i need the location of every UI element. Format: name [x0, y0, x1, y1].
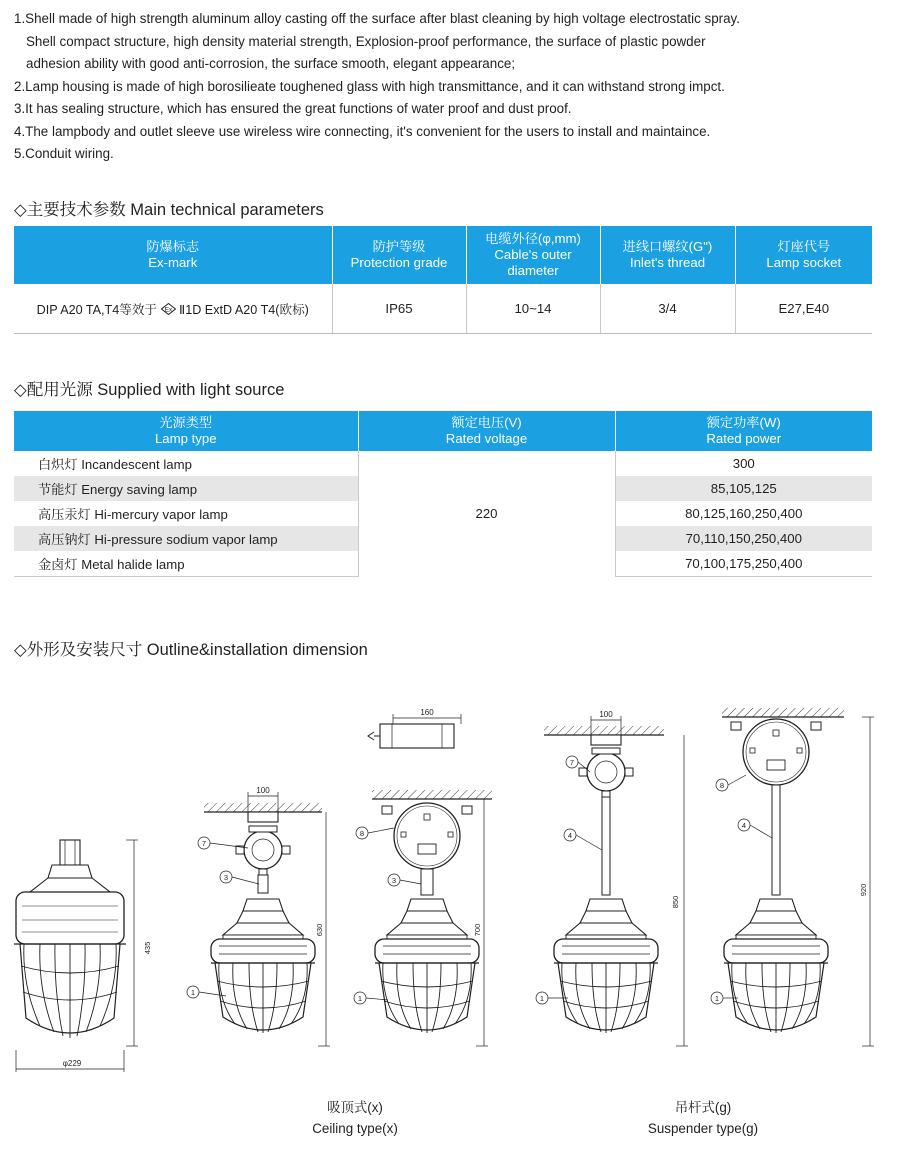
header-protection: 防护等级 Protection grade — [332, 226, 466, 284]
rated-power-cell: 85,105,125 — [615, 476, 872, 501]
callout-4: 4 — [741, 821, 747, 830]
dim-d229: φ229 — [62, 1059, 82, 1068]
lamp-type-cell: 高压钠灯 Hi-pressure sodium vapor lamp — [14, 526, 358, 551]
feature-text: Shell made of high strength aluminum alloy casting off the surface after blast cleaning by high voltage electrostatic spray. — [25, 11, 740, 26]
callout-3: 3 — [391, 876, 397, 885]
callout-4: 4 — [567, 831, 573, 840]
callout-7: 7 — [569, 758, 575, 767]
header-rated-voltage: 额定电压(V) Rated voltage — [358, 411, 615, 451]
lamp-ceiling-small-box — [201, 803, 322, 1033]
cell-protection: IP65 — [332, 284, 466, 334]
callout-1: 1 — [539, 994, 545, 1003]
feature-text: Lamp housing is made of high borosilieate toughened glass with high transmittance, and it can withstand strong impct. — [25, 78, 725, 94]
header-exmark: 防爆标志 Ex-mark — [14, 226, 332, 284]
feature-number: 4. — [14, 123, 26, 139]
header-lamp-type: 光源类型 Lamp type — [14, 411, 358, 451]
header-thread: 进线口螺纹(G") Inlet's thread — [600, 226, 735, 284]
callout-8: 8 — [359, 829, 365, 838]
feature-item-2 — [14, 76, 889, 99]
feature-item-3 — [14, 98, 889, 121]
cell-thread: 3/4 — [600, 284, 735, 334]
lamp-front-view — [14, 840, 126, 1038]
dim-630: 630 — [315, 923, 324, 937]
lamp-type-cell: 白炽灯 Incandescent lamp — [38, 457, 192, 472]
feature-number: 5. — [14, 146, 26, 161]
params-data-row — [14, 284, 872, 334]
callout-1: 1 — [190, 988, 196, 997]
lamp-type-cell: 金卤灯 Metal halide lamp — [14, 551, 358, 577]
ceiling-type-en: Ceiling type(x) — [312, 1121, 398, 1136]
params-header-row — [14, 226, 872, 284]
dim-100-b: 100 — [599, 710, 613, 719]
feature-item-1 — [14, 8, 889, 76]
lamp-ceiling-large-box — [368, 724, 492, 1033]
dim-850: 850 — [671, 895, 680, 909]
suspender-type-cn: 吊杆式(g) — [674, 1100, 732, 1115]
rated-power-cell: 70,100,175,250,400 — [615, 551, 872, 577]
feature-text: It has sealing structure, which has ensured the great functions of water proof and dust proof. — [25, 101, 572, 116]
header-rated-power: 额定功率(W) Rated power — [615, 411, 872, 451]
rated-voltage-cell: 220 — [358, 451, 615, 577]
suspender-type-en: Suspender type(g) — [647, 1121, 759, 1136]
params-table — [14, 226, 872, 334]
feature-continuation: adhesion ability with good anti-corrosion, the surface smooth, elegant appearance; — [26, 56, 516, 71]
light-table — [14, 411, 872, 577]
feature-continuation: Shell compact structure, high density material strength, Explosion-proof performance, the surface of plastic powder — [26, 33, 706, 49]
cell-exmark: DIP A20 TA,T4等效于 Ex Ⅱ1D ExtD A20 T4(欧标) — [14, 284, 332, 334]
lamp-type-cell: 节能灯 Energy saving lamp — [14, 476, 358, 501]
feature-item-5 — [14, 143, 889, 166]
outline-drawing — [0, 680, 900, 1080]
dim-700: 700 — [473, 923, 482, 937]
feature-number: 3. — [14, 101, 26, 116]
dim-435: 435 — [143, 941, 152, 955]
lamp-suspender-large-box — [719, 708, 844, 1033]
cell-cable: 10~14 — [466, 284, 600, 334]
dimension-lines — [393, 714, 488, 1046]
svg-text:Ex: Ex — [164, 306, 172, 314]
suspender-type-caption — [628, 1097, 778, 1139]
dim-920: 920 — [859, 883, 868, 897]
feature-text: Conduit wiring. — [25, 146, 114, 161]
light-title: ◇配用光源 Supplied with light source — [14, 381, 285, 399]
dim-100-a: 100 — [256, 786, 270, 795]
ex-mark-icon — [161, 303, 176, 315]
feature-number: 1. — [14, 11, 26, 26]
callout-1: 1 — [357, 994, 363, 1003]
dimension-title: ◇外形及安装尺寸 Outline&installation dimension — [14, 641, 368, 659]
header-socket: 灯座代号 Lamp socket — [735, 226, 872, 284]
feature-item-4 — [14, 121, 889, 144]
lamp-suspender-small-box — [544, 726, 664, 1033]
callout-1: 1 — [714, 994, 720, 1003]
header-cable: 电缆外径(φ,mm) Cable's outer diameter — [466, 226, 600, 284]
light-header-row — [14, 411, 872, 451]
dim-160: 160 — [420, 708, 434, 717]
rated-power-cell: 70,110,150,250,400 — [615, 526, 872, 551]
ceiling-type-caption — [290, 1097, 420, 1139]
callout-3: 3 — [223, 873, 229, 882]
dimension-lines — [862, 717, 874, 1046]
lamp-type-cell: 高压汞灯 Hi-mercury vapor lamp — [38, 507, 228, 522]
feature-number: 2. — [14, 78, 26, 94]
light-row — [14, 451, 872, 476]
callout-8: 8 — [719, 781, 725, 790]
params-title: ◇主要技术参数 Main technical parameters — [14, 201, 324, 219]
feature-list — [14, 8, 889, 166]
feature-text: The lampbody and outlet sleeve use wireless wire connecting, it's convenient for the users to install and maintaince. — [25, 123, 711, 139]
rated-power-cell: 80,125,160,250,400 — [685, 506, 803, 521]
cell-socket: E27,E40 — [735, 284, 872, 334]
callout-7: 7 — [201, 839, 207, 848]
rated-power-cell: 300 — [732, 456, 755, 471]
ceiling-type-cn: 吸顶式(x) — [327, 1100, 383, 1115]
